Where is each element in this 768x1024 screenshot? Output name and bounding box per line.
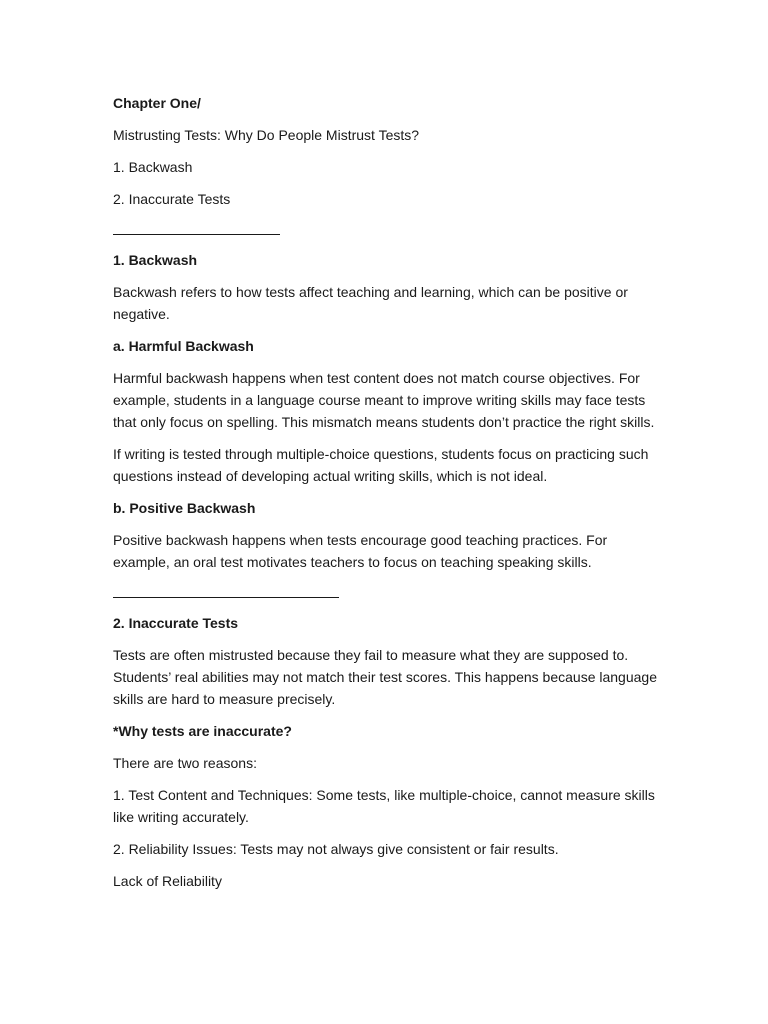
reason-item: 1. Test Content and Techniques: Some tests, like multiple-choice, cannot measure skills like writing accurately. bbox=[113, 787, 655, 825]
positive-backwash-paragraph: Positive backwash happens when tests encourage good teaching practices. For example, an oral test motivates teachers to focus on teaching speaking skills. bbox=[113, 532, 608, 570]
harmful-backwash-paragraph-2: If writing is tested through multiple-choice questions, students focus on practicing such questions instead of developing actual writing skills, which is not ideal. bbox=[113, 446, 649, 484]
section-divider bbox=[113, 597, 339, 598]
toc-item-inaccurate-tests: 2. Inaccurate Tests bbox=[113, 191, 231, 207]
inaccurate-tests-intro: Tests are often mistrusted because they fail to measure what they are supposed to. Students’ real abilities may not match their test scores. This happens because language skills are hard to measure precisely. bbox=[113, 647, 657, 707]
document-subtitle: Mistrusting Tests: Why Do People Mistrust Tests? bbox=[113, 127, 420, 143]
toc-item-backwash: 1. Backwash bbox=[113, 159, 193, 175]
harmful-backwash-paragraph-1: Harmful backwash happens when test content does not match course objectives. For example, students in a language course meant to improve writing skills may face tests that only focus on spelling. This mismatch means students don’t practice the right skills. bbox=[113, 370, 655, 430]
subheading-positive-backwash: b. Positive Backwash bbox=[113, 500, 256, 516]
backwash-intro: Backwash refers to how tests affect teaching and learning, which can be positive or negative. bbox=[113, 284, 628, 322]
section-divider bbox=[113, 234, 280, 235]
subheading-harmful-backwash: a. Harmful Backwash bbox=[113, 338, 254, 354]
chapter-title: Chapter One/ bbox=[113, 95, 201, 111]
document-page bbox=[113, 92, 658, 902]
lack-of-reliability-line: Lack of Reliability bbox=[113, 873, 222, 889]
reason-item: 2. Reliability Issues: Tests may not always give consistent or fair results. bbox=[113, 841, 559, 857]
why-inaccurate-heading: *Why tests are inaccurate? bbox=[113, 723, 292, 739]
section-heading-inaccurate-tests: 2. Inaccurate Tests bbox=[113, 615, 239, 631]
reasons-intro: There are two reasons: bbox=[113, 755, 257, 771]
section-heading-backwash: 1. Backwash bbox=[113, 252, 198, 268]
